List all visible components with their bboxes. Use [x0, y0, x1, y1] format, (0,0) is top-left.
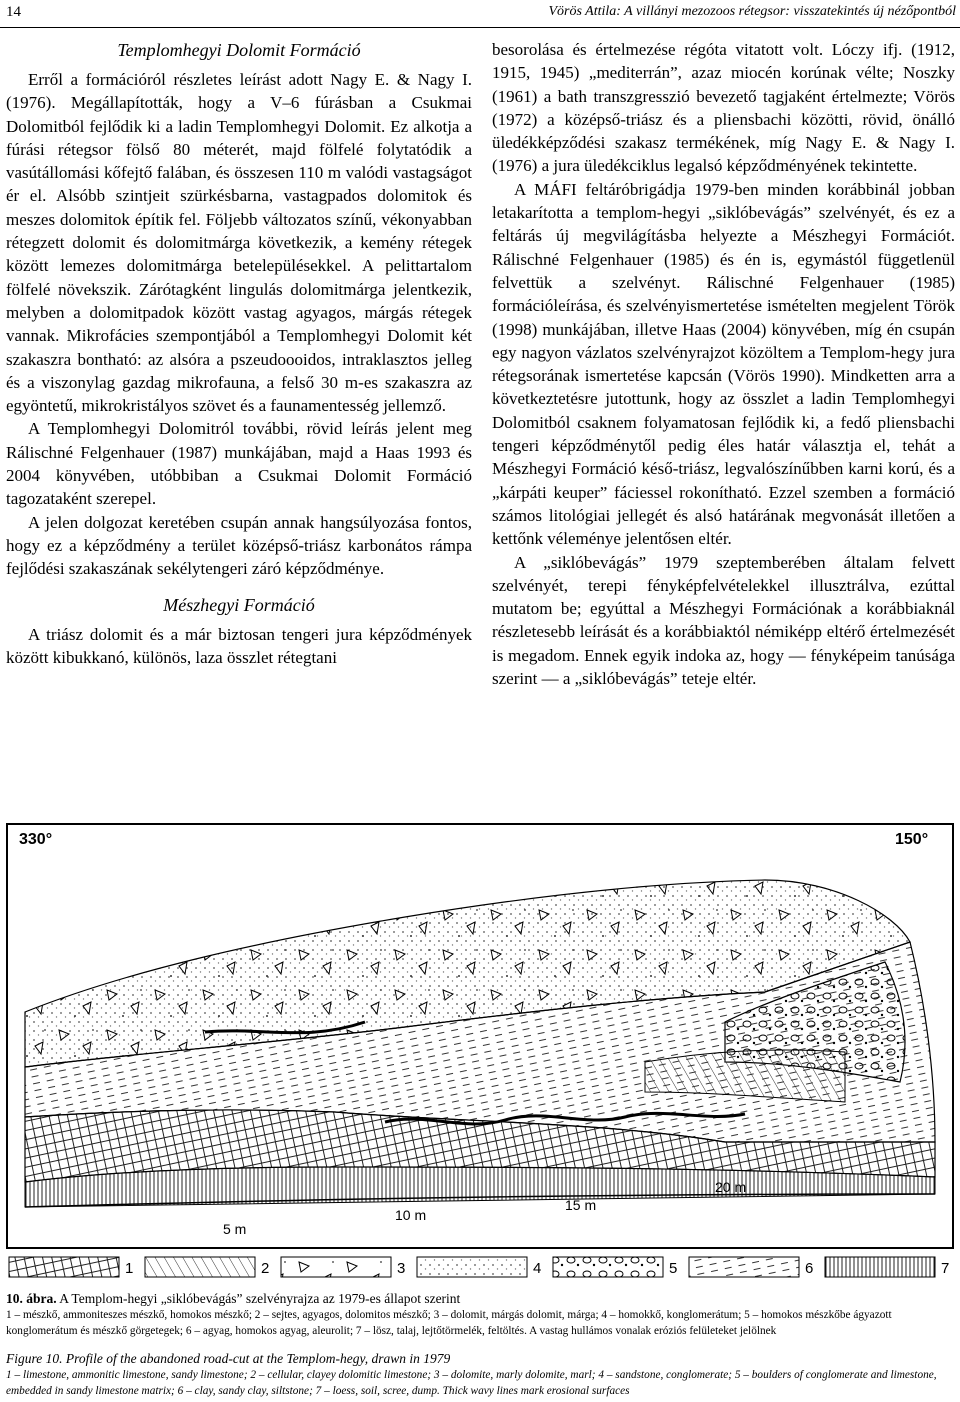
orientation-label-left: 330°: [19, 831, 53, 848]
caption-hu-legend: 1 – mészkő, ammoniteszes mészkő, homokos mészkő; 2 – sejtes, agyagos, dolomitos mészkő; 3 – dolomit, márgás dolomit, márga; 4 – homokkő, konglomerátum; 5 – homokos mészkőbe ágyazott konglomerátum és mészkő görgetegek; 6 – agyag, homokos agyag, aleurolit; 7 – lösz, talaj, lejtőtörmelék, feltöltés. A vastag hullámos vonalak eróziós felületeket jelölnek: [6, 1309, 892, 1337]
geological-profile-figure: [5, 822, 955, 1252]
paragraph: A Templomhegyi Dolomitról további, rövid leírás jelent meg Rálischné Felgenhauer (1987) munkájában, majd a Haas 1993 és 2004 könyvében, utóbbiban a Csukmai Dolomit Formáció tagozataként szerepel.: [6, 419, 472, 509]
legend-number-4: 4: [533, 1260, 542, 1277]
legend-number-6: 6: [805, 1260, 814, 1277]
legend-number-3: 3: [397, 1260, 406, 1277]
section-heading-meszhegyi: Mészhegyi Formáció: [163, 594, 315, 615]
header-rule: [0, 27, 960, 28]
legend-number-7: 7: [941, 1260, 950, 1277]
caption-hu-title: [6, 1290, 956, 1307]
figure-legend: [5, 1254, 955, 1280]
caption-en-text: Profile of the abandoned road-cut at the Templom-hegy, drawn in 1979: [65, 1351, 451, 1366]
paragraph: A MÁFI feltáróbrigádja 1979-ben minden korábbinál jobban letakarította a templom-hegyi „siklóbevágás” szelvényét, és ez a feltárás új megvilágításba helyezte a Mészhegyi Formációt. Rálischné Felgenhauer (1985) és én is, egymástól függetlenül felvettük a szelvényt. Rálischné Felgenhauer (1985) formációleírása, és szelvényismertetése ismételten megjelent Török (1998) munkájában, illetve Haas (2004) könyvében, míg én csupán egy nagyon vázlatos szelvényrajzot közöltem a Templom-hegy jura rétegsorának ismertetése kapcsán (Vörös 1990). Mindketten arra a következtetésre jutottunk, hogy az összlet a ladin Templomhegyi Dolomitból csaknem folyamatosan fejlődik ki, a fedő pliensbachi tengeri képződménytől pedig éles határ választja el, tehát a Mészhegyi Formáció késő-triász, legvalószínűbben karni korú, és a „kárpáti keuper” fáciessel rokonítható. Ezzel szemben a formáció számos litológiai jellegét és alsó határának megvonását illetően a kettőnk véleménye jelentősen eltér.: [492, 179, 955, 549]
scale-label-10m: 10 m: [395, 1207, 427, 1223]
paragraph: A jelen dolgozat keretében csupán annak hangsúlyozása fontos, hogy ez a képződmény a terület középső-triász karbonátos rámpa fejlődési szakaszának sekélytengeri záró képződménye.: [6, 512, 472, 579]
paragraph: Erről a formációról részletes leírást adott Nagy E. & Nagy I. (1976). Megállapították, hogy a V–6 fúrásban a Csukmai Dolomitból fejlődik ki a ladin Templomhegyi Dolomit. Ez alkotja a fúrási rétegsor fölső 80 méterét, majd fölfelé folytatódik a vasútállomási kőfejtő falában, és összesen 110 m valódi vastagságot ér el. Alsóbb szintjeit szürkésbarna, vastagpados dolomitok és meszes dolomitok építik fel. Följebb változatos színű, vékonyabban rétegzett dolomit és dolomitmárga következik, a kemény rétegek között lemezes dolomitmárga betelepülésekkel. A pelittartalom fölfelé növekszik. Zárótagként lingulás dolomitmárga jelentkezik, melyben a dolomitpadok között vastag agyagos, márgás rétegek vannak. Mikrofácies szempontjából a Templomhegyi Dolomit két szakaszra bontható: az alsóra a pszeudoooidos, intraklasztos jelleg és a viszonylag gazdag mikrofauna, a felső 30 m-es szakaszra az egyöntetű, mikrokristályos szövet és a faunamentesség jellemző.: [6, 70, 472, 416]
caption-hu-label: 10. ábra.: [6, 1291, 57, 1306]
left-column: [6, 38, 472, 669]
section-heading-templomhegyi: Templomhegyi Dolomit Formáció: [117, 40, 361, 60]
scale-label-5m: 5 m: [223, 1221, 247, 1237]
right-column: [492, 38, 955, 690]
caption-hu-text: A Templom-hegyi „siklóbevágás” szelvényrajza az 1979-es állapot szerint: [59, 1291, 461, 1306]
page-header: [0, 0, 960, 24]
running-title: Vörös Attila: A villányi mezozoos rétegsor: visszatekintés új nézőpontból: [548, 4, 956, 19]
orientation-label-right: 150°: [895, 831, 929, 848]
scale-label-15m: 15 m: [565, 1197, 597, 1213]
legend-number-5: 5: [669, 1260, 678, 1277]
page-number: 14: [6, 4, 21, 20]
scale-label-20m: 20 m: [715, 1179, 747, 1195]
paragraph: besorolása és értelmezése régóta vitatott volt. Lóczy ifj. (1912, 1915, 1945) „mediterrán”, azaz miocén korúnak vélte; Noszky (1961) a bath transzgresszió bevezető tagjaként értelmezte; Vörös (1972) a középső-triász és a pliensbachi közötti, rövid, önálló üledékképződési szakasz termékének, míg Nagy E. & Nagy I. (1976) a jura üledékciklus legalsó képződményének tekintette.: [492, 40, 955, 176]
caption-en-legend: 1 – limestone, ammonitic limestone, sandy limestone; 2 – cellular, clayey dolomitic limestone; 3 – dolomite, marly dolomite, marl; 4 – sandstone, conglomerate; 5 – boulders of conglomerate and limestone, embedded in sandy limestone matrix; 6 – clay, sandy clay, siltstone; 7 – loess, soil, scree, dump. Thick wavy lines mark erosional surfaces: [6, 1369, 937, 1397]
caption-en-title: [6, 1350, 956, 1367]
caption-en-label: Figure 10.: [6, 1351, 63, 1366]
legend-number-1: 1: [125, 1260, 134, 1277]
paragraph: A „siklóbevágás” 1979 szeptemberében általam felvett szelvényét, terepi fényképfelvételekkel illusztrálva, ezúttal mutatom be; egyúttal a Mészhegyi Formációnak a korábbiaknál részletesebb leírását és a korábbiaktól némiképp eltérő értelmezését is megadom. Ennek egyik indoka az, hogy — fényképeim tanúsága szerint — a „siklóbevágás” teteje eltér.: [492, 552, 955, 689]
paragraph: A triász dolomit és a már biztosan tengeri jura képződmények között kibukkanó, különös, laza összlet rétegtani: [6, 624, 472, 667]
legend-number-2: 2: [261, 1260, 270, 1277]
